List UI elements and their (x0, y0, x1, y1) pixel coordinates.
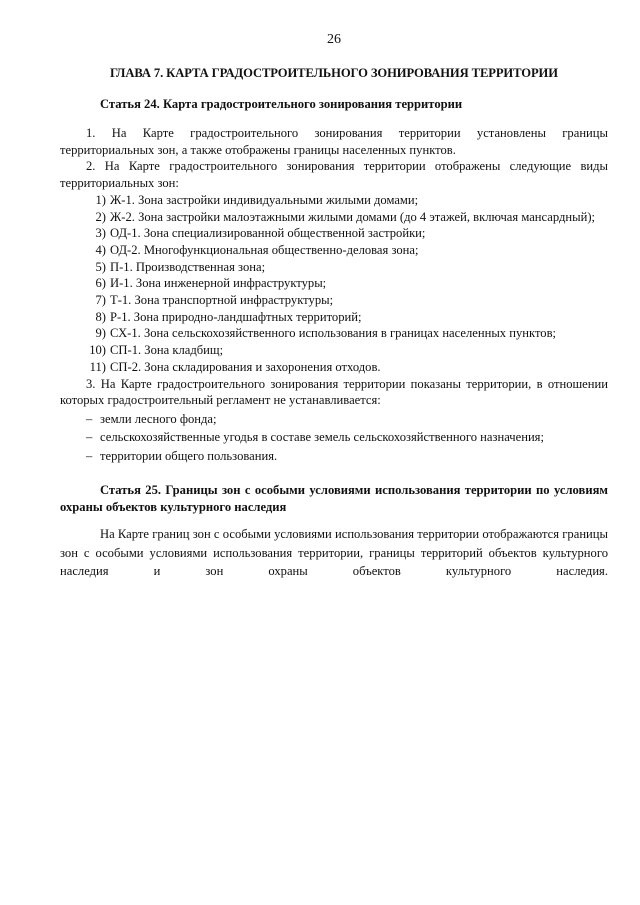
article-25-paragraph-1: На Карте границ зон с особыми условиями использования территории отображаются границы зон с особыми условиями использования территории, границы территорий объектов культурного наследия и зон охраны объектов культурного наследия. (60, 527, 608, 578)
dash-bullet: – (86, 448, 93, 463)
list-item-text: Т-1. Зона транспортной инфраструктуры; (110, 293, 334, 308)
list-item-number: 2) (95, 209, 106, 224)
list-item (60, 447, 608, 466)
list-item-number: 11) (89, 359, 106, 374)
dash-bullet: – (86, 430, 93, 445)
list-item-number: 5) (95, 259, 106, 274)
list-item-number: 9) (95, 326, 106, 341)
list-item-text: Ж-2. Зона застройки малоэтажными жилыми домами (до 4 этажей, включая мансардный); (110, 209, 596, 224)
list-item (60, 342, 608, 359)
list-item (60, 192, 608, 209)
list-item-number: 1) (95, 192, 106, 207)
list-item-text: СП-2. Зона складирования и захоронения отходов. (110, 359, 381, 374)
zone-list (60, 192, 608, 376)
chapter-title: ГЛАВА 7. КАРТА ГРАДОСТРОИТЕЛЬНОГО ЗОНИРОВАНИЯ ТЕРРИТОРИИ (110, 66, 558, 80)
list-item (60, 275, 608, 292)
list-item-text: земли лесного фонда; (100, 411, 217, 426)
list-item-text: Р-1. Зона природно-ландшафтных территорий; (110, 309, 362, 324)
list-item-text: СХ-1. Зона сельскохозяйственного использования в границах населенных пунктов; (110, 326, 557, 341)
article-24-paragraph-2: 2. На Карте градостроительного зонирования территории отображены следующие виды территориальных зон: (60, 159, 608, 191)
list-item (60, 209, 608, 226)
list-item (60, 359, 608, 376)
list-item-number: 6) (95, 276, 106, 291)
list-item-text: И-1. Зона инженерной инфраструктуры; (110, 276, 327, 291)
list-item (60, 292, 608, 309)
page-number: 26 (327, 32, 341, 47)
article-24-body (60, 125, 608, 465)
list-item (60, 410, 608, 429)
list-item-text: сельскохозяйственные угодья в составе земель сельскохозяйственного назначения; (100, 430, 544, 445)
list-item (60, 428, 608, 447)
list-item (60, 242, 608, 259)
list-item-text: ОД-1. Зона специализированной общественной застройки; (110, 226, 426, 241)
list-item-number: 8) (95, 309, 106, 324)
article-24-paragraph-1: 1. На Карте градостроительного зонирования территории установлены границы территориальных зон, а также отображены границы населенных пунктов. (60, 126, 608, 157)
list-item-text: Ж-1. Зона застройки индивидуальными жилыми домами; (110, 192, 419, 207)
list-item-text: ОД-2. Многофункциональная общественно-деловая зона; (110, 242, 419, 257)
dash-bullet: – (86, 411, 93, 426)
list-item (60, 225, 608, 242)
list-item (60, 259, 608, 276)
list-item-text: территории общего пользования. (100, 448, 278, 463)
list-item-number: 4) (95, 242, 106, 257)
list-item-number: 10) (89, 343, 106, 358)
list-item-number: 7) (95, 293, 106, 308)
article-25-title: Статья 25. Границы зон с особыми условиями использования территории по условиям охраны объектов культурного наследия (60, 483, 608, 514)
excluded-territories-list (60, 410, 608, 466)
article-24-paragraph-3: 3. На Карте градостроительного зонирования территории показаны территории, в отношении которых градостроительный регламент не устанавливается: (60, 376, 608, 408)
list-item (60, 325, 608, 342)
list-item-text: П-1. Производственная зона; (110, 259, 266, 274)
article-24-title: Статья 24. Карта градостроительного зонирования территории (100, 97, 463, 111)
list-item-number: 3) (95, 226, 106, 241)
list-item-text: СП-1. Зона кладбищ; (110, 343, 224, 358)
list-item (60, 309, 608, 326)
